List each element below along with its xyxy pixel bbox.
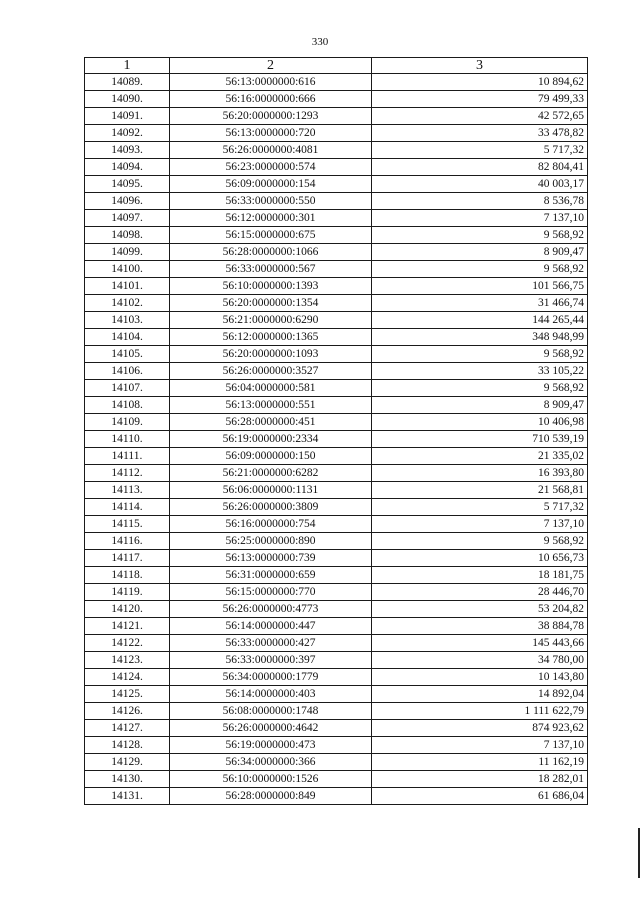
table-row (85, 261, 588, 278)
cadastral-number: 56:34:0000000:1779 (170, 669, 372, 686)
cadastral-number: 56:13:0000000:551 (170, 397, 372, 414)
row-number: 14096. (85, 193, 170, 210)
table-row (85, 159, 588, 176)
row-number: 14120. (85, 601, 170, 618)
row-number: 14111. (85, 448, 170, 465)
table-row (85, 108, 588, 125)
table-row (85, 465, 588, 482)
cadastral-number: 56:15:0000000:675 (170, 227, 372, 244)
cadastral-number: 56:08:0000000:1748 (170, 703, 372, 720)
cadastral-table (84, 57, 588, 805)
row-amount: 9 568,92 (372, 261, 588, 278)
row-number: 14090. (85, 91, 170, 108)
row-number: 14104. (85, 329, 170, 346)
table-row (85, 125, 588, 142)
row-amount: 31 466,74 (372, 295, 588, 312)
table-row (85, 567, 588, 584)
row-amount: 7 137,10 (372, 737, 588, 754)
row-amount: 21 335,02 (372, 448, 588, 465)
row-number: 14114. (85, 499, 170, 516)
cadastral-number: 56:33:0000000:550 (170, 193, 372, 210)
cadastral-number: 56:06:0000000:1131 (170, 482, 372, 499)
cadastral-number: 56:28:0000000:1066 (170, 244, 372, 261)
cadastral-number: 56:26:0000000:4642 (170, 720, 372, 737)
cadastral-number: 56:28:0000000:451 (170, 414, 372, 431)
row-amount: 348 948,99 (372, 329, 588, 346)
row-amount: 18 282,01 (372, 771, 588, 788)
row-number: 14103. (85, 312, 170, 329)
row-number: 14095. (85, 176, 170, 193)
table-row (85, 533, 588, 550)
row-number: 14124. (85, 669, 170, 686)
row-amount: 34 780,00 (372, 652, 588, 669)
row-number: 14100. (85, 261, 170, 278)
cadastral-number: 56:26:0000000:4081 (170, 142, 372, 159)
table-row (85, 686, 588, 703)
table-row (85, 448, 588, 465)
row-amount: 10 143,80 (372, 669, 588, 686)
cadastral-number: 56:23:0000000:574 (170, 159, 372, 176)
table-row (85, 380, 588, 397)
table-row (85, 550, 588, 567)
row-amount: 16 393,80 (372, 465, 588, 482)
row-amount: 5 717,32 (372, 142, 588, 159)
cadastral-number: 56:12:0000000:1365 (170, 329, 372, 346)
row-number: 14119. (85, 584, 170, 601)
table-row (85, 482, 588, 499)
row-number: 14115. (85, 516, 170, 533)
row-amount: 874 923,62 (372, 720, 588, 737)
row-number: 14117. (85, 550, 170, 567)
table-row (85, 312, 588, 329)
table-row (85, 669, 588, 686)
cadastral-number: 56:33:0000000:567 (170, 261, 372, 278)
row-amount: 9 568,92 (372, 533, 588, 550)
row-number: 14128. (85, 737, 170, 754)
table-row (85, 397, 588, 414)
column-header-2: 2 (170, 58, 372, 74)
row-amount: 10 894,62 (372, 74, 588, 91)
table-body (85, 74, 588, 805)
row-number: 14118. (85, 567, 170, 584)
table-row (85, 91, 588, 108)
row-number: 14131. (85, 788, 170, 805)
cadastral-number: 56:31:0000000:659 (170, 567, 372, 584)
row-number: 14099. (85, 244, 170, 261)
table-row (85, 142, 588, 159)
row-amount: 28 446,70 (372, 584, 588, 601)
cadastral-number: 56:12:0000000:301 (170, 210, 372, 227)
cadastral-number: 56:10:0000000:1526 (170, 771, 372, 788)
row-number: 14102. (85, 295, 170, 312)
table-row (85, 227, 588, 244)
cadastral-number: 56:09:0000000:154 (170, 176, 372, 193)
row-number: 14112. (85, 465, 170, 482)
row-amount: 7 137,10 (372, 210, 588, 227)
row-number: 14107. (85, 380, 170, 397)
row-number: 14098. (85, 227, 170, 244)
row-number: 14130. (85, 771, 170, 788)
row-amount: 101 566,75 (372, 278, 588, 295)
table-row (85, 210, 588, 227)
page-number: 330 (311, 36, 329, 48)
table-row (85, 74, 588, 91)
row-amount: 42 572,65 (372, 108, 588, 125)
cadastral-number: 56:10:0000000:1393 (170, 278, 372, 295)
table-row (85, 788, 588, 805)
row-amount: 61 686,04 (372, 788, 588, 805)
row-amount: 710 539,19 (372, 431, 588, 448)
row-number: 14121. (85, 618, 170, 635)
row-amount: 1 111 622,79 (372, 703, 588, 720)
row-amount: 9 568,92 (372, 227, 588, 244)
row-amount: 144 265,44 (372, 312, 588, 329)
cadastral-number: 56:13:0000000:739 (170, 550, 372, 567)
row-amount: 5 717,32 (372, 499, 588, 516)
row-number: 14109. (85, 414, 170, 431)
table-row (85, 601, 588, 618)
table-row (85, 703, 588, 720)
table-row (85, 278, 588, 295)
row-amount: 33 105,22 (372, 363, 588, 380)
table-row (85, 754, 588, 771)
cadastral-number: 56:19:0000000:2334 (170, 431, 372, 448)
row-number: 14126. (85, 703, 170, 720)
row-amount: 18 181,75 (372, 567, 588, 584)
cadastral-number: 56:13:0000000:720 (170, 125, 372, 142)
cadastral-number: 56:16:0000000:666 (170, 91, 372, 108)
cadastral-number: 56:33:0000000:427 (170, 635, 372, 652)
table-row (85, 618, 588, 635)
row-amount: 79 499,33 (372, 91, 588, 108)
cadastral-number: 56:15:0000000:770 (170, 584, 372, 601)
cadastral-number: 56:20:0000000:1293 (170, 108, 372, 125)
row-amount: 33 478,82 (372, 125, 588, 142)
header-row (85, 58, 588, 74)
cadastral-number: 56:26:0000000:4773 (170, 601, 372, 618)
row-number: 14093. (85, 142, 170, 159)
row-number: 14129. (85, 754, 170, 771)
table-header (85, 58, 588, 74)
table-row (85, 244, 588, 261)
table-row (85, 720, 588, 737)
cadastral-number: 56:04:0000000:581 (170, 380, 372, 397)
row-amount: 53 204,82 (372, 601, 588, 618)
column-header-1: 1 (85, 58, 170, 74)
table-row (85, 635, 588, 652)
row-amount: 11 162,19 (372, 754, 588, 771)
row-number: 14127. (85, 720, 170, 737)
table-row (85, 176, 588, 193)
cadastral-number: 56:14:0000000:447 (170, 618, 372, 635)
row-amount: 40 003,17 (372, 176, 588, 193)
table-row (85, 499, 588, 516)
row-number: 14092. (85, 125, 170, 142)
cadastral-number: 56:20:0000000:1093 (170, 346, 372, 363)
table-row (85, 363, 588, 380)
cadastral-number: 56:33:0000000:397 (170, 652, 372, 669)
row-number: 14125. (85, 686, 170, 703)
cadastral-number: 56:16:0000000:754 (170, 516, 372, 533)
table-row (85, 431, 588, 448)
row-amount: 38 884,78 (372, 618, 588, 635)
column-header-3: 3 (372, 58, 588, 74)
row-amount: 10 656,73 (372, 550, 588, 567)
cadastral-number: 56:34:0000000:366 (170, 754, 372, 771)
cadastral-number: 56:09:0000000:150 (170, 448, 372, 465)
row-number: 14108. (85, 397, 170, 414)
row-amount: 14 892,04 (372, 686, 588, 703)
row-number: 14089. (85, 74, 170, 91)
row-number: 14091. (85, 108, 170, 125)
table-row (85, 295, 588, 312)
row-number: 14123. (85, 652, 170, 669)
cadastral-number: 56:25:0000000:890 (170, 533, 372, 550)
row-number: 14110. (85, 431, 170, 448)
table-row (85, 771, 588, 788)
row-number: 14116. (85, 533, 170, 550)
row-amount: 8 909,47 (372, 397, 588, 414)
table-row (85, 193, 588, 210)
row-number: 14105. (85, 346, 170, 363)
row-amount: 9 568,92 (372, 346, 588, 363)
cadastral-number: 56:14:0000000:403 (170, 686, 372, 703)
row-number: 14101. (85, 278, 170, 295)
cadastral-number: 56:21:0000000:6290 (170, 312, 372, 329)
row-amount: 8 536,78 (372, 193, 588, 210)
table-row (85, 652, 588, 669)
cadastral-number: 56:13:0000000:616 (170, 74, 372, 91)
cadastral-number: 56:20:0000000:1354 (170, 295, 372, 312)
row-number: 14097. (85, 210, 170, 227)
row-number: 14122. (85, 635, 170, 652)
row-amount: 145 443,66 (372, 635, 588, 652)
row-amount: 10 406,98 (372, 414, 588, 431)
cadastral-number: 56:26:0000000:3809 (170, 499, 372, 516)
row-number: 14094. (85, 159, 170, 176)
row-number: 14113. (85, 482, 170, 499)
row-amount: 7 137,10 (372, 516, 588, 533)
table-row (85, 737, 588, 754)
row-number: 14106. (85, 363, 170, 380)
row-amount: 9 568,92 (372, 380, 588, 397)
table-row (85, 414, 588, 431)
cadastral-number: 56:19:0000000:473 (170, 737, 372, 754)
row-amount: 8 909,47 (372, 244, 588, 261)
row-amount: 21 568,81 (372, 482, 588, 499)
table-row (85, 516, 588, 533)
cadastral-number: 56:21:0000000:6282 (170, 465, 372, 482)
cadastral-number: 56:28:0000000:849 (170, 788, 372, 805)
table-row (85, 346, 588, 363)
table-row (85, 584, 588, 601)
table-row (85, 329, 588, 346)
row-amount: 82 804,41 (372, 159, 588, 176)
cadastral-number: 56:26:0000000:3527 (170, 363, 372, 380)
